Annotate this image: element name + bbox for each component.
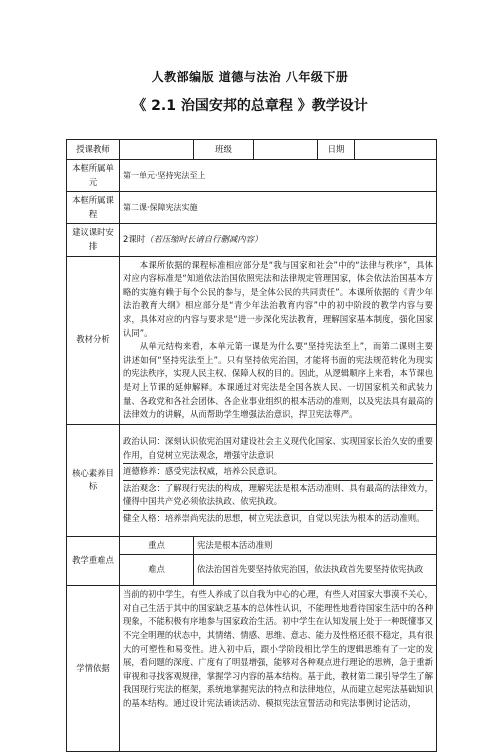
analysis-paragraph-2: 从单元结构来看，本单元第一课是为什么要“坚持宪法至上”，而第二课则主要讲述如何“坚持宪法至上”。只有坚持依宪治国，才能将书面的宪法规范转化为现实的宪法秩序，实现人民主权、保障人权的目的。因此，从逻辑顺序上来看，本节课也是对上节课的延伸解释。本课通过对宪法是全国各族人民、一切国家机关和武装力量、各政党和各社会团体、各企业事业组织的根本活动的准则，以及宪法具有最高的法律效力的讲解，从而帮助学生增强法治意识，捍卫宪法尊严。 — [123, 341, 433, 420]
date-value[interactable] — [355, 140, 437, 160]
duration-row — [67, 224, 437, 256]
analysis-paragraph-1: 本课所依据的课程标准相应部分是“我与国家和社会”中的“法律与秩序”，具体对应内容标准是“知道依法治国依照宪法和法律规定管理国家，体会依法治国基本方略的实施有赖于每个公民的参与，是全体公民的共同责任”。本课所依据的《青少年法治教育大纲》相应部分是“青少年法治教育内容”中的初中阶段的教学内容与要求，具体对应的内容与要求是“进一步深化宪法教育，理解国家基本制度，强化国家认同”。 — [123, 259, 433, 338]
literacy-moral: 道德修养：感受宪法权威，培养公民意识。 — [123, 464, 433, 481]
lesson-label: 本框所属课程 — [67, 192, 120, 224]
literacy-political: 政治认同：深刻认识依宪治国对建设社会主义现代化国家、实现国家长治久安的重要作用，自觉树立宪法观念，增强守法意识 — [123, 434, 433, 464]
basic-info-row — [67, 140, 437, 160]
learners-label: 学情依据 — [67, 586, 120, 752]
learners-row — [67, 586, 437, 752]
lesson-row — [67, 192, 437, 224]
analysis-label: 教材分析 — [67, 256, 120, 424]
difficulty-label: 难点 — [120, 555, 194, 586]
duration-value — [120, 224, 437, 256]
unit-value: 第一单元·坚持宪法至上 — [120, 160, 437, 192]
literacy-law: 法治观念：了解现行宪法的构成，理解宪法是根本活动准则、具有最高的法律效力，懂得中国共产党必须依法执政、依宪执政。 — [123, 481, 433, 511]
unit-label: 本框所属单元 — [67, 160, 120, 192]
literacy-label: 核心素养目标 — [67, 424, 120, 536]
document-title: 《 2.1 治国安邦的总章程 》教学设计 — [132, 98, 368, 114]
lesson-value: 第二课·保障宪法实施 — [120, 192, 437, 224]
difficulty-row — [67, 555, 437, 586]
literacy-content — [120, 424, 437, 536]
duration-hours: 2课时 — [123, 234, 146, 245]
literacy-row — [67, 424, 437, 536]
analysis-row — [67, 256, 437, 424]
date-label: 日期 — [318, 140, 355, 160]
teacher-value[interactable] — [120, 140, 194, 160]
learners-content: 当前的初中学生，有些人养成了以自我为中心的心理，有些人对国家大事漠不关心，对自己生活于其中的国家缺乏基本的总体性认识，不能理性地看待国家生活中的各种现象，不能积极有序地参与国家政治生活。初中学生在认知发展上处于一种既懂事又不完全明理的状态中，其情绪、情感、思维、意志、能力及性格还很不稳定，具有很大的可塑性和易变性。进入初中后，跟小学阶段相比学生的逻辑思维有了一定的发展，看问题的深度、广度有了明显增强，能够对各种观点进行理论的思辨，急于重新审视和寻找客观规律，掌握学习内容的基本结构。基于此，教材第二课引导学生了解我国现行宪法的框架，系统地掌握宪法的特点和法律地位，从而建立起宪法基础知识的基本结构。通过设计宪法诵读活动、模拟宪法宣誓活动和宪法事例讨论活动， — [120, 586, 437, 752]
analysis-content — [120, 256, 437, 424]
literacy-personality: 健全人格：培养崇尚宪法的思想，树立宪法意识，自觉以宪法为根本的活动准则。 — [123, 512, 425, 523]
class-label: 班级 — [194, 140, 254, 160]
key-value: 宪法是根本活动准则 — [194, 536, 437, 555]
lesson-plan-table — [66, 139, 437, 752]
key-points-label: 教学重难点 — [67, 536, 120, 586]
page-header: 人教部编版 道德与法治 八年级下册 — [151, 70, 349, 84]
class-value[interactable] — [254, 140, 318, 160]
key-label: 重点 — [120, 536, 194, 555]
key-point-row — [67, 536, 437, 555]
teacher-label: 授课教师 — [67, 140, 120, 160]
duration-label: 建议课时安排 — [67, 224, 120, 256]
difficulty-value: 依法治国首先要坚持依宪治国，依法执政首先要坚持依宪执政 — [194, 555, 437, 586]
unit-row — [67, 160, 437, 192]
duration-note: （若压缩时长请自行删减内容） — [145, 234, 263, 245]
